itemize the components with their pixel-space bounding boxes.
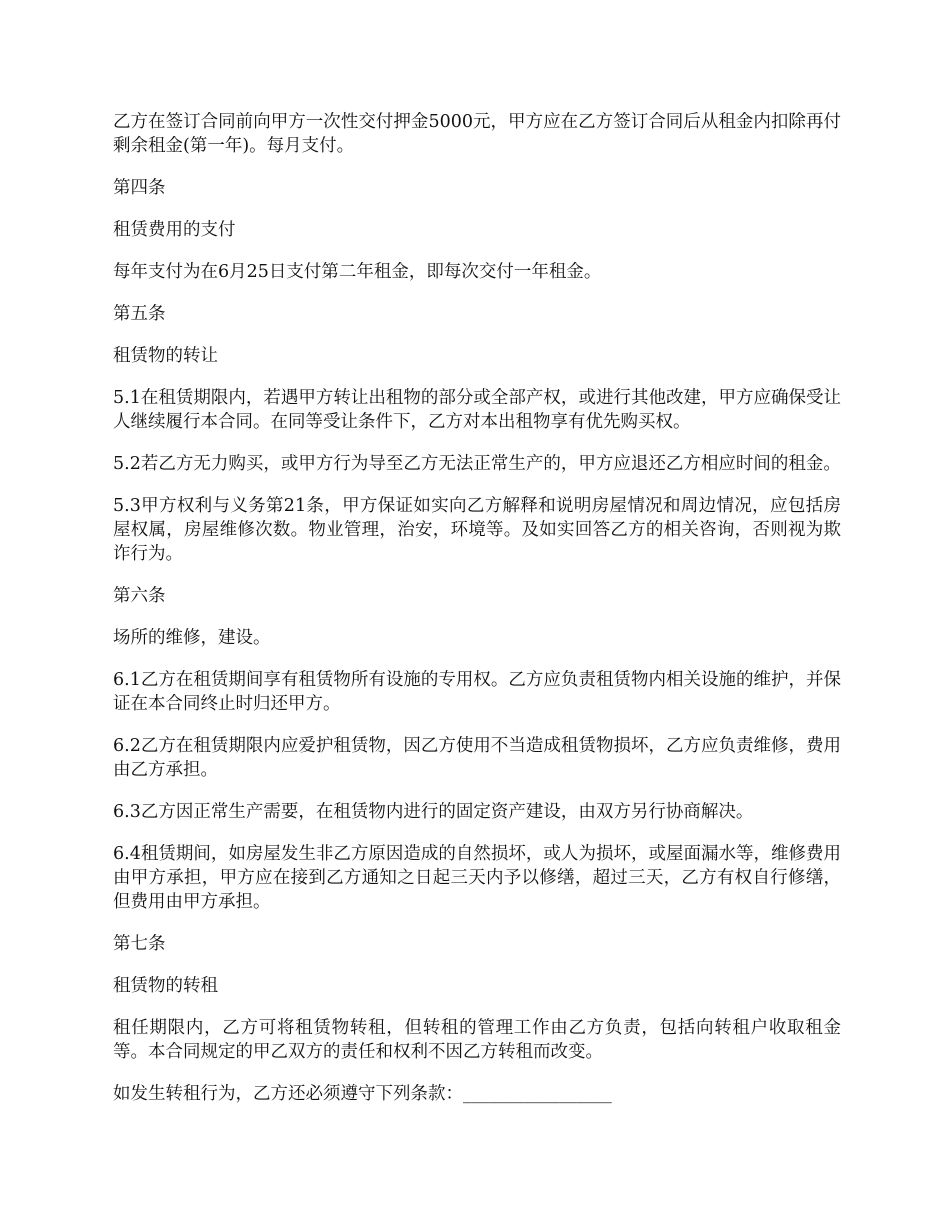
article-5-title: 租赁物的转让	[113, 346, 218, 366]
clause-6-4: 6.4租赁期间，如房屋发生非乙方原因造成的自然损坏，或人为损坏，或屋面漏水等，维修费用由甲方承担，甲方应在接到乙方通知之日起三天内予以修缮，超过三天，乙方有权自行修缮，但费用由甲方承担。	[113, 844, 841, 912]
clause-6-1: 6.1乙方在租赁期间享有租赁物所有设施的专用权。乙方应负责租赁物内相关设施的维护，并保证在本合同终止时归还甲方。	[113, 670, 841, 714]
article-5-heading: 第五条	[113, 304, 166, 324]
article-7-title: 租赁物的转租	[113, 976, 218, 996]
article-7-text: 租任期限内，乙方可将租赁物转租，但转租的管理工作由乙方负责，包括向转租户收取租金等。本合同规定的甲乙双方的责任和权利不因乙方转租而改变。	[113, 1018, 841, 1062]
article-4-text: 每年支付为在6月25日支付第二年租金，即每次交付一年租金。	[113, 262, 602, 282]
clause-5-2: 5.2若乙方无力购买，或甲方行为导至乙方无法正常生产的，甲方应退还乙方相应时间的租金。	[113, 454, 841, 474]
clause-5-1: 5.1在租赁期限内，若遇甲方转让出租物的部分或全部产权，或进行其他改建，甲方应确保受让人继续履行本合同。在同等受让条件下，乙方对本出租物享有优先购买权。	[113, 388, 841, 432]
article-7-heading: 第七条	[113, 934, 166, 954]
document-body	[113, 110, 841, 1106]
clause-5-3: 5.3甲方权利与义务第21条，甲方保证如实向乙方解释和说明房屋情况和周边情况，应包括房屋权属，房屋维修次数。物业管理，治安，环境等。及如实回答乙方的相关咨询，否则视为欺诈行为。	[113, 496, 841, 564]
clause-6-3: 6.3乙方因正常生产需要，在租赁物内进行的固定资产建设，由双方另行协商解决。	[113, 802, 754, 822]
article-6-title: 场所的维修，建设。	[113, 628, 271, 648]
article-4-title: 租赁费用的支付	[113, 220, 236, 240]
article-6-heading: 第六条	[113, 586, 166, 606]
clause-6-2: 6.2乙方在租赁期限内应爱护租赁物，因乙方使用不当造成租赁物损坏，乙方应负责维修，费用由乙方承担。	[113, 736, 841, 780]
deposit-paragraph: 乙方在签订合同前向甲方一次性交付押金5000元，甲方应在乙方签订合同后从租金内扣除再付剩余租金(第一年)。每月支付。	[113, 112, 841, 156]
article-4-heading: 第四条	[113, 178, 166, 198]
sublease-terms-line: 如发生转租行为，乙方还必须遵守下列条款：_________________	[113, 1084, 612, 1104]
